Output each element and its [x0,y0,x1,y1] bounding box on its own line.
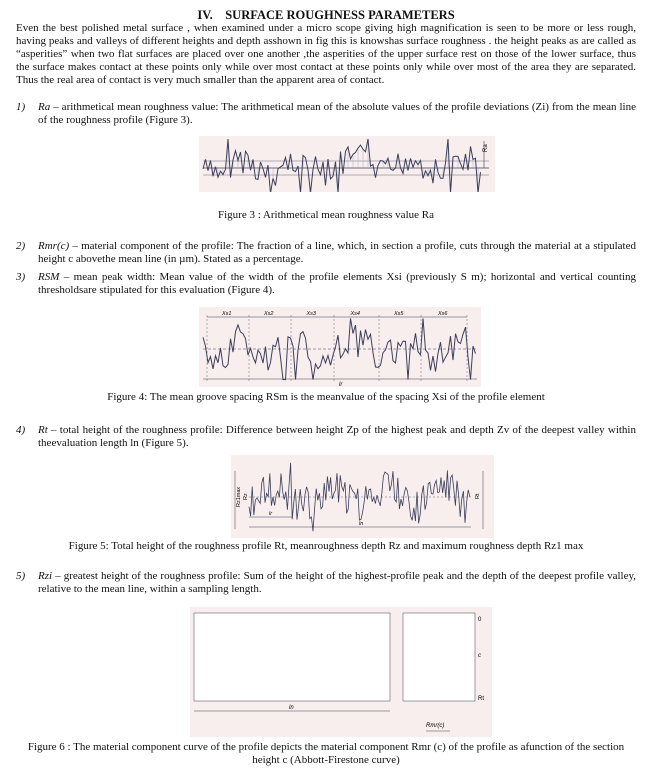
item-term: Ra [38,101,51,113]
rt-label: Rt [475,493,481,499]
rz1max-label: Rz1max [236,486,242,507]
c-label: c [478,653,481,659]
xs-markers [207,311,467,381]
roughness-profile [203,139,481,192]
list-item-rmr [16,240,636,266]
rmr-axis-label: Rmr(c) [426,723,445,729]
item-text: – total height of the roughness profile: Difference between height Zp of the highest peak and depth Zv of the deepest valley within theevaluation length ln (Figure 5). [38,424,636,450]
item-number: 5) [16,570,26,582]
xs-label: Xs5 [394,311,404,317]
list-item-rt [16,424,636,450]
abbott-frame [403,613,475,701]
figure-5-svg [231,455,494,538]
figure-6-caption: Figure 6 : The material component curve of the profile depicts the material component Rmr (c) of the profile as afunction of the section height c (Abbott-Firestone curve) [27,741,625,766]
zero-label: 0 [478,617,482,623]
list-item-rsm [16,271,636,297]
ra-label: Ra [483,144,489,152]
figure-3-svg [199,136,495,192]
lr-label: lr [339,382,343,387]
list-item-ra [16,101,636,127]
lr-label: lr [269,511,273,517]
item-text: – greatest height of the roughness profile: Sum of the height of the highest-profile peak and the depth of the deepest profile valley, relative to the mean line, within a sampling length. [38,570,636,596]
figure-4 [199,307,481,387]
figure-3 [199,136,495,192]
item-text: – mean peak width: Mean value of the width of the profile elements Xsi (previously S m); horizontal and vertical counting thresholdsare stipulated for this evaluation (Figure 4). [38,271,636,297]
item-number: 2) [16,240,26,252]
xs-label: Xs1 [222,311,232,317]
list-item-rzi [16,570,636,596]
ln-label: ln [359,521,364,527]
item-term: Rzi [38,570,53,582]
figure-6-svg [190,607,492,737]
figure-5 [231,455,494,538]
profile-frame [194,613,390,701]
rz-label: Rz [243,493,249,500]
xs-label: Xs2 [264,311,274,317]
item-number: 1) [16,101,26,113]
item-number: 3) [16,271,26,283]
item-term: Rt [38,424,48,436]
intro-paragraph: Even the best polished metal surface , when examined under a micro scope giving high magnification is seen to be more or less rough, having peaks and valleys of different heights and depth asshown in fig this is knowshas surface roughness . the height peaks as are called as “asperities” when two flat surfaces are placed over one another ,the asperities of the upper surface rest on those of the lower surface, thus the surface makes contact at these points only while over most contact at these points only while over most of the area they are separated. Thus the real area of contact is very much smaller than the apparent area of contact. [16,22,636,86]
item-text: – material component of the profile: The fraction of a line, which, in section a profile, cuts through the material at a stipulated height c abovethe mean line (in µm). Stated as a percentage. [38,240,636,266]
item-text: – arithmetical mean roughness value: The arithmetical mean of the absolute values of the profile deviations (Zi) from the mean line of the roughness profile (Figure 3). [38,101,636,127]
figure-6 [190,607,492,737]
item-number: 4) [16,424,26,436]
figure-4-caption: Figure 4: The mean groove spacing RSm is the meanvalue of the spacing Xsi of the profile element [107,391,545,403]
figure-5-caption: Figure 5: Total height of the roughness profile Rt, meanroughness depth Rz and maximum roughness depth Rz1 max [68,540,584,552]
section-title: SURFACE ROUGHNESS PARAMETERS [225,8,455,22]
xs-label: Xs6 [438,311,448,317]
section-number: IV. [197,8,213,22]
ln-label: ln [289,705,294,711]
item-term: RSM [38,271,60,283]
section-heading [0,8,652,23]
figure-3-caption: Figure 3 : Arithmetical mean roughness value Ra [218,209,434,221]
rt-label: Rt [478,696,484,702]
item-term: Rmr(c) [38,240,70,252]
xs-label: Xs4 [350,311,360,317]
figure-4-svg [199,307,481,387]
xs-label: Xs3 [306,311,316,317]
